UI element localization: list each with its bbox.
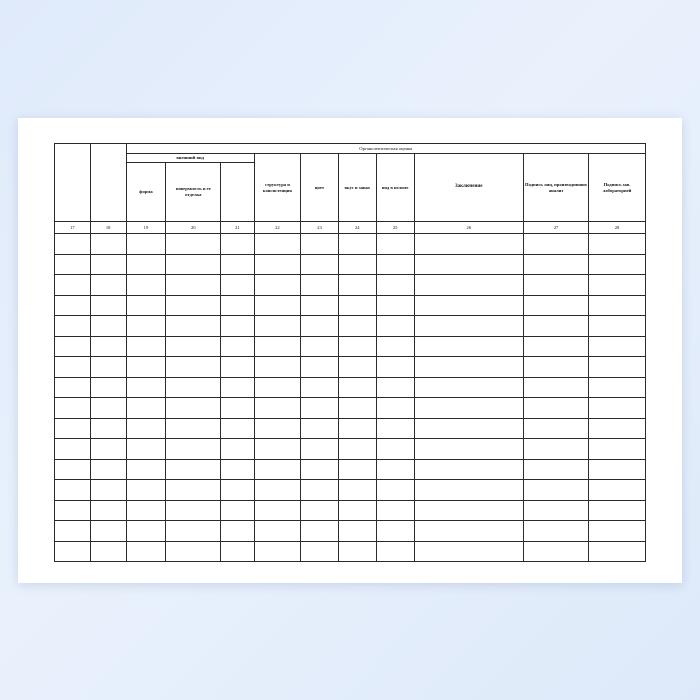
table-cell-26[interactable] xyxy=(414,500,523,521)
header-col-24-label: вкус и запах xyxy=(344,184,371,190)
table-cell-25[interactable] xyxy=(376,500,414,521)
table-cell-19[interactable] xyxy=(126,480,166,501)
table-cell-28[interactable] xyxy=(589,275,646,296)
table-cell-20[interactable] xyxy=(166,336,221,357)
table-cell-17[interactable] xyxy=(55,521,91,542)
table-cell-20[interactable] xyxy=(166,234,221,255)
table-cell-17[interactable] xyxy=(55,316,91,337)
header-col-22 xyxy=(254,154,300,222)
table-cell-21[interactable] xyxy=(221,500,255,521)
table-cell-24[interactable] xyxy=(338,336,376,357)
table-cell-26[interactable] xyxy=(414,521,523,542)
table-cell-26[interactable] xyxy=(414,357,523,378)
table-cell-19[interactable] xyxy=(126,541,166,562)
table-cell-17[interactable] xyxy=(55,459,91,480)
table-cell-22[interactable] xyxy=(254,398,300,419)
table-cell-25[interactable] xyxy=(376,439,414,460)
header-col-21 xyxy=(221,163,255,222)
table-row xyxy=(55,336,646,357)
table-cell-24[interactable] xyxy=(338,521,376,542)
table-cell-27[interactable] xyxy=(523,254,588,275)
table-cell-17[interactable] xyxy=(55,418,91,439)
table-cell-22[interactable] xyxy=(254,480,300,501)
table-cell-20[interactable] xyxy=(166,275,221,296)
table-cell-27[interactable] xyxy=(523,439,588,460)
table-cell-22[interactable] xyxy=(254,234,300,255)
header-col-26-label: Заключение xyxy=(455,184,483,190)
table-cell-21[interactable] xyxy=(221,418,255,439)
table-cell-19[interactable] xyxy=(126,254,166,275)
table-cell-27[interactable] xyxy=(523,377,588,398)
table-cell-21[interactable] xyxy=(221,295,255,316)
table-cell-25[interactable] xyxy=(376,234,414,255)
table-cell-25[interactable] xyxy=(376,254,414,275)
table-cell-28[interactable] xyxy=(589,377,646,398)
group-header-organoleptic: Органолептическая оценка xyxy=(126,144,646,154)
table-cell-22[interactable] xyxy=(254,295,300,316)
table-cell-27[interactable] xyxy=(523,295,588,316)
header-col-20 xyxy=(166,163,221,222)
table-cell-20[interactable] xyxy=(166,377,221,398)
table-cell-28[interactable] xyxy=(589,439,646,460)
table-cell-21[interactable] xyxy=(221,336,255,357)
table-cell-17[interactable] xyxy=(55,500,91,521)
table-row xyxy=(55,377,646,398)
table-cell-18[interactable] xyxy=(90,316,126,337)
table-cell-17[interactable] xyxy=(55,541,91,562)
table-cell-24[interactable] xyxy=(338,398,376,419)
table-cell-24[interactable] xyxy=(338,357,376,378)
table-cell-24[interactable] xyxy=(338,316,376,337)
table-cell-23[interactable] xyxy=(301,254,339,275)
table-cell-20[interactable] xyxy=(166,398,221,419)
table-cell-18[interactable] xyxy=(90,459,126,480)
table-cell-17[interactable] xyxy=(55,254,91,275)
table-cell-28[interactable] xyxy=(589,336,646,357)
table-cell-26[interactable] xyxy=(414,418,523,439)
table-cell-28[interactable] xyxy=(589,254,646,275)
table-cell-23[interactable] xyxy=(301,439,339,460)
table-cell-26[interactable] xyxy=(414,336,523,357)
table-cell-18[interactable] xyxy=(90,439,126,460)
table-cell-25[interactable] xyxy=(376,541,414,562)
table-cell-22[interactable] xyxy=(254,357,300,378)
table-cell-27[interactable] xyxy=(523,418,588,439)
header-col-24 xyxy=(338,154,376,222)
table-cell-25[interactable] xyxy=(376,316,414,337)
table-body xyxy=(55,234,646,562)
table-cell-20[interactable] xyxy=(166,480,221,501)
table-cell-20[interactable] xyxy=(166,254,221,275)
table-cell-25[interactable] xyxy=(376,398,414,419)
table-cell-24[interactable] xyxy=(338,500,376,521)
table-cell-24[interactable] xyxy=(338,480,376,501)
table-cell-19[interactable] xyxy=(126,398,166,419)
table-cell-27[interactable] xyxy=(523,357,588,378)
table-cell-18[interactable] xyxy=(90,541,126,562)
table-cell-23[interactable] xyxy=(301,541,339,562)
table-cell-23[interactable] xyxy=(301,459,339,480)
table-cell-17[interactable] xyxy=(55,275,91,296)
table-cell-17[interactable] xyxy=(55,357,91,378)
table-cell-27[interactable] xyxy=(523,500,588,521)
header-col-23 xyxy=(301,154,339,222)
subgroup-header-appearance: внешний вид xyxy=(126,154,254,163)
table-cell-22[interactable] xyxy=(254,377,300,398)
header-col-20-label: поверхность и ее отделка xyxy=(175,186,211,197)
table-cell-28[interactable] xyxy=(589,295,646,316)
table-cell-18[interactable] xyxy=(90,254,126,275)
table-cell-25[interactable] xyxy=(376,295,414,316)
table-cell-19[interactable] xyxy=(126,521,166,542)
table-cell-26[interactable] xyxy=(414,459,523,480)
table-cell-17[interactable] xyxy=(55,398,91,419)
table-row xyxy=(55,480,646,501)
table-cell-17[interactable] xyxy=(55,295,91,316)
table-row xyxy=(55,234,646,255)
table-cell-17[interactable] xyxy=(55,439,91,460)
table-cell-21[interactable] xyxy=(221,234,255,255)
table-cell-23[interactable] xyxy=(301,398,339,419)
column-number-23: 23 xyxy=(301,222,339,234)
table-cell-22[interactable] xyxy=(254,541,300,562)
table-cell-20[interactable] xyxy=(166,500,221,521)
header-col-25-label: вид в изломе xyxy=(381,184,409,190)
table-cell-22[interactable] xyxy=(254,316,300,337)
table-cell-19[interactable] xyxy=(126,377,166,398)
table-cell-24[interactable] xyxy=(338,254,376,275)
table-cell-20[interactable] xyxy=(166,357,221,378)
table-cell-20[interactable] xyxy=(166,418,221,439)
table-cell-19[interactable] xyxy=(126,336,166,357)
table-cell-21[interactable] xyxy=(221,398,255,419)
table-row xyxy=(55,459,646,480)
table-row xyxy=(55,398,646,419)
header-col-25 xyxy=(376,154,414,222)
table-cell-22[interactable] xyxy=(254,275,300,296)
table-cell-18[interactable] xyxy=(90,295,126,316)
table-cell-20[interactable] xyxy=(166,316,221,337)
table-cell-26[interactable] xyxy=(414,377,523,398)
table-cell-22[interactable] xyxy=(254,336,300,357)
table-cell-28[interactable] xyxy=(589,357,646,378)
column-number-18: 18 xyxy=(90,222,126,234)
table-cell-28[interactable] xyxy=(589,459,646,480)
table-cell-28[interactable] xyxy=(589,398,646,419)
table-cell-25[interactable] xyxy=(376,480,414,501)
table-cell-17[interactable] xyxy=(55,336,91,357)
table-cell-19[interactable] xyxy=(126,418,166,439)
table-cell-27[interactable] xyxy=(523,398,588,419)
table-cell-20[interactable] xyxy=(166,439,221,460)
table-cell-17[interactable] xyxy=(55,234,91,255)
header-col-28 xyxy=(589,154,646,222)
column-number-17: 17 xyxy=(55,222,91,234)
table-cell-21[interactable] xyxy=(221,521,255,542)
table-cell-27[interactable] xyxy=(523,480,588,501)
table-cell-27[interactable] xyxy=(523,316,588,337)
table-row xyxy=(55,418,646,439)
table-cell-23[interactable] xyxy=(301,377,339,398)
table-row xyxy=(55,275,646,296)
table-group-header-row xyxy=(55,144,646,154)
table-row xyxy=(55,295,646,316)
table-cell-18[interactable] xyxy=(90,480,126,501)
table-cell-18[interactable] xyxy=(90,336,126,357)
table-cell-26[interactable] xyxy=(414,234,523,255)
table-cell-20[interactable] xyxy=(166,459,221,480)
table-cell-21[interactable] xyxy=(221,254,255,275)
table-cell-25[interactable] xyxy=(376,336,414,357)
table-cell-27[interactable] xyxy=(523,459,588,480)
table-cell-26[interactable] xyxy=(414,439,523,460)
table-cell-27[interactable] xyxy=(523,541,588,562)
table-cell-24[interactable] xyxy=(338,459,376,480)
table-cell-23[interactable] xyxy=(301,521,339,542)
table-cell-23[interactable] xyxy=(301,336,339,357)
table-cell-22[interactable] xyxy=(254,418,300,439)
table-cell-18[interactable] xyxy=(90,418,126,439)
table-cell-21[interactable] xyxy=(221,541,255,562)
table-cell-23[interactable] xyxy=(301,357,339,378)
table-cell-24[interactable] xyxy=(338,295,376,316)
table-subgroup-row xyxy=(55,154,646,163)
table-cell-18[interactable] xyxy=(90,398,126,419)
table-cell-19[interactable] xyxy=(126,439,166,460)
header-col-23-label: цвет xyxy=(314,184,325,190)
table-cell-22[interactable] xyxy=(254,521,300,542)
table-cell-18[interactable] xyxy=(90,500,126,521)
table-container xyxy=(54,143,646,562)
table-cell-19[interactable] xyxy=(126,316,166,337)
table-cell-20[interactable] xyxy=(166,521,221,542)
column-number-28: 28 xyxy=(589,222,646,234)
table-cell-26[interactable] xyxy=(414,480,523,501)
table-cell-21[interactable] xyxy=(221,275,255,296)
table-cell-26[interactable] xyxy=(414,295,523,316)
table-cell-18[interactable] xyxy=(90,377,126,398)
table-cell-28[interactable] xyxy=(589,521,646,542)
table-cell-25[interactable] xyxy=(376,377,414,398)
table-cell-25[interactable] xyxy=(376,357,414,378)
header-col-22-label: структура и консистенция xyxy=(262,181,292,193)
table-cell-19[interactable] xyxy=(126,357,166,378)
header-col-19 xyxy=(126,163,166,222)
table-cell-28[interactable] xyxy=(589,500,646,521)
table-cell-21[interactable] xyxy=(221,459,255,480)
header-col-26 xyxy=(414,154,523,222)
table-cell-23[interactable] xyxy=(301,275,339,296)
table-cell-27[interactable] xyxy=(523,336,588,357)
table-cell-19[interactable] xyxy=(126,459,166,480)
table-cell-23[interactable] xyxy=(301,480,339,501)
table-cell-23[interactable] xyxy=(301,316,339,337)
table-cell-28[interactable] xyxy=(589,480,646,501)
table-cell-18[interactable] xyxy=(90,357,126,378)
table-cell-21[interactable] xyxy=(221,357,255,378)
table-row xyxy=(55,541,646,562)
table-cell-23[interactable] xyxy=(301,234,339,255)
table-cell-19[interactable] xyxy=(126,234,166,255)
table-cell-26[interactable] xyxy=(414,254,523,275)
table-cell-23[interactable] xyxy=(301,500,339,521)
table-cell-18[interactable] xyxy=(90,521,126,542)
table-cell-28[interactable] xyxy=(589,418,646,439)
header-col-27-label: Подпись лиц, производивших анализ xyxy=(525,181,588,193)
table-cell-18[interactable] xyxy=(90,234,126,255)
header-col-18 xyxy=(90,144,126,222)
table-cell-22[interactable] xyxy=(254,459,300,480)
table-cell-25[interactable] xyxy=(376,521,414,542)
header-col-27 xyxy=(523,154,588,222)
table-cell-24[interactable] xyxy=(338,418,376,439)
table-row xyxy=(55,357,646,378)
table-cell-27[interactable] xyxy=(523,275,588,296)
table-cell-22[interactable] xyxy=(254,254,300,275)
table-cell-20[interactable] xyxy=(166,541,221,562)
table-cell-26[interactable] xyxy=(414,541,523,562)
organoleptic-assessment-table xyxy=(54,143,646,562)
table-row xyxy=(55,521,646,542)
column-number-22: 22 xyxy=(254,222,300,234)
table-cell-24[interactable] xyxy=(338,275,376,296)
header-col-19-label: форма xyxy=(139,189,153,195)
table-cell-17[interactable] xyxy=(55,480,91,501)
table-cell-28[interactable] xyxy=(589,234,646,255)
table-cell-19[interactable] xyxy=(126,500,166,521)
table-row xyxy=(55,254,646,275)
column-number-27: 27 xyxy=(523,222,588,234)
table-cell-27[interactable] xyxy=(523,234,588,255)
table-cell-26[interactable] xyxy=(414,398,523,419)
table-row xyxy=(55,316,646,337)
table-row xyxy=(55,500,646,521)
column-number-21: 21 xyxy=(221,222,255,234)
column-number-25: 25 xyxy=(376,222,414,234)
table-cell-21[interactable] xyxy=(221,377,255,398)
table-cell-19[interactable] xyxy=(126,295,166,316)
table-cell-21[interactable] xyxy=(221,316,255,337)
table-cell-23[interactable] xyxy=(301,295,339,316)
table-cell-20[interactable] xyxy=(166,295,221,316)
column-number-20: 20 xyxy=(166,222,221,234)
table-cell-28[interactable] xyxy=(589,316,646,337)
table-cell-24[interactable] xyxy=(338,234,376,255)
table-cell-24[interactable] xyxy=(338,541,376,562)
table-cell-17[interactable] xyxy=(55,377,91,398)
table-cell-25[interactable] xyxy=(376,459,414,480)
table-cell-22[interactable] xyxy=(254,439,300,460)
column-number-24: 24 xyxy=(338,222,376,234)
header-col-28-label: Подпись зав. лабораторией xyxy=(602,181,632,193)
column-number-26: 26 xyxy=(414,222,523,234)
column-number-19: 19 xyxy=(126,222,166,234)
table-cell-26[interactable] xyxy=(414,316,523,337)
table-cell-24[interactable] xyxy=(338,377,376,398)
table-cell-27[interactable] xyxy=(523,521,588,542)
table-cell-22[interactable] xyxy=(254,500,300,521)
table-row xyxy=(55,439,646,460)
table-cell-26[interactable] xyxy=(414,275,523,296)
header-col-17 xyxy=(55,144,91,222)
table-cell-19[interactable] xyxy=(126,275,166,296)
document-sheet xyxy=(18,118,682,583)
table-cell-25[interactable] xyxy=(376,275,414,296)
table-cell-23[interactable] xyxy=(301,418,339,439)
table-cell-25[interactable] xyxy=(376,418,414,439)
table-column-number-row xyxy=(55,222,646,234)
table-cell-24[interactable] xyxy=(338,439,376,460)
table-cell-21[interactable] xyxy=(221,439,255,460)
table-cell-21[interactable] xyxy=(221,480,255,501)
table-cell-28[interactable] xyxy=(589,541,646,562)
table-cell-18[interactable] xyxy=(90,275,126,296)
